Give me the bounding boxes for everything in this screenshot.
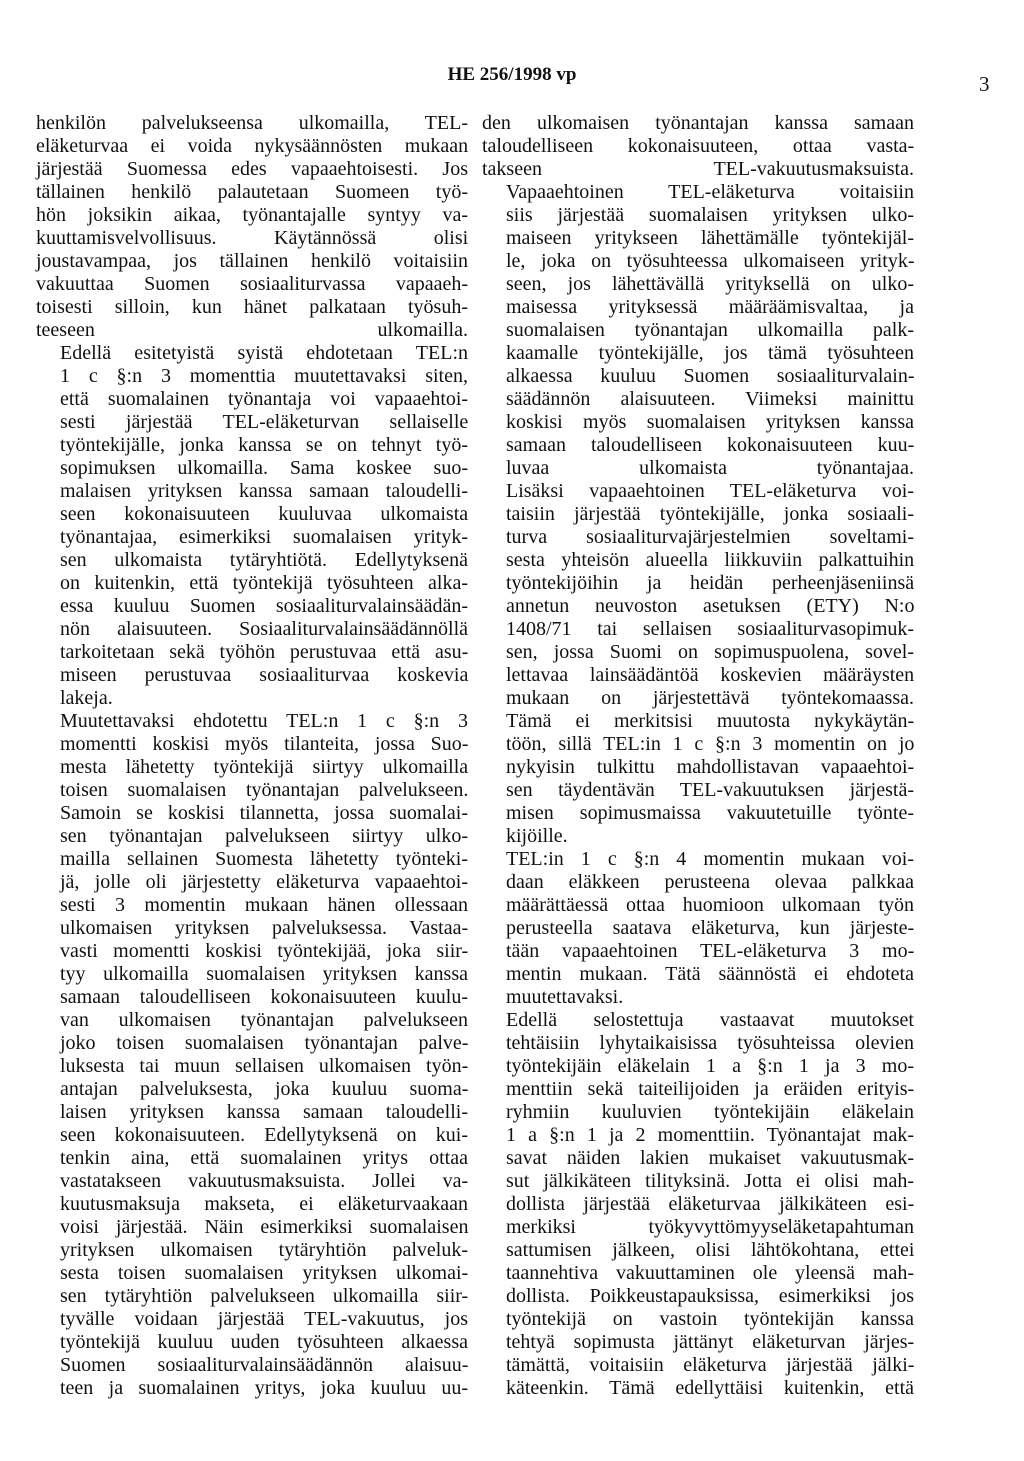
text-line: Samoin se koskisi tilannetta, jossa suomalai-: [60, 802, 468, 824]
text-line: tarkoitetaan sekä työhön perustuvaa että asu-: [60, 641, 469, 663]
text-line: annetun neuvoston asetuksen (ETY) N:o: [506, 595, 915, 617]
text-line: TEL:in 1 c §:n 4 momentin mukaan voi-: [506, 848, 914, 870]
text-line: sesta toisen suomalaisen yrityksen ulkomai-: [60, 1262, 469, 1284]
paragraph: [36, 112, 468, 342]
text-line: mukaan on järjestettävä työntekomaassa.: [506, 687, 914, 709]
text-line: toisen suomalaisen työnantajan palvelukseen.: [60, 779, 469, 801]
text-line: taisiin järjestää työntekijälle, jonka sosiaali-: [506, 503, 914, 525]
paragraph: [36, 710, 468, 1400]
text-line: samaan taloudelliseen kokonaisuuteen kuulu-: [60, 986, 468, 1008]
text-line: samaan taloudelliseen kokonaisuuteen kuu-: [506, 434, 915, 456]
text-line: daan eläkkeen perusteena olevaa palkkaa: [506, 871, 914, 893]
text-line: määrättäessä ottaa huomioon ulkomaan työn: [506, 894, 914, 916]
text-line: sen täydentävän TEL-vakuutuksen järjestä-: [506, 779, 914, 801]
text-line: Edellä esitetyistä syistä ehdotetaan TEL:n: [60, 342, 468, 364]
text-line: nykyisin tulkittu mahdollistavan vapaaehtoi-: [506, 756, 915, 778]
text-line: suomalaisen työnantajan ulkomailla palk-: [506, 319, 914, 341]
text-line: tämättä, voitaisiin eläketurva järjestää jälki-: [506, 1354, 915, 1376]
text-line: savat näiden lakien mukaiset vakuutusmak-: [506, 1147, 914, 1169]
text-line: järjestää Suomessa edes vapaaehtoisesti. Jos: [36, 158, 468, 180]
text-line: säädännön alaisuuteen. Viimeksi mainittu: [506, 388, 914, 410]
text-line: momentti koskisi myös tilanteita, jossa Suo-: [60, 733, 469, 755]
text-line: luvaa ulkomaista työnantajaa.: [506, 457, 914, 479]
text-line: tällainen henkilö palautetaan Suomeen työ-: [36, 181, 468, 203]
text-line: den ulkomaisen työnantajan kanssa samaan: [482, 112, 914, 134]
text-line: tenkin aina, että suomalainen yritys ottaa: [60, 1147, 468, 1169]
text-line: töön, sillä TEL:in 1 c §:n 3 momentin on jo: [506, 733, 915, 755]
text-line: perusteella saatava eläketurva, kun järjeste-: [506, 917, 915, 939]
text-line: tyy ulkomailla suomalaisen yrityksen kanssa: [60, 963, 468, 985]
text-line: käteenkin. Tämä edellyttäisi kuitenkin, että: [506, 1377, 914, 1399]
text-line: dollista. Poikkeustapauksissa, esimerkiksi jos: [506, 1285, 914, 1307]
text-line: merkiksi työkyvyttömyyseläketapahtuman: [506, 1216, 914, 1238]
text-line: hön joksikin aikaa, työnantajalle syntyy va-: [36, 204, 468, 226]
text-line: työntekijöihin ja heidän perheenjäseniinsä: [506, 572, 915, 594]
text-line: vasti momentti koskisi työntekijää, joka siir-: [60, 940, 469, 962]
page-header: [0, 62, 1024, 96]
text-line: muutettavaksi.: [506, 986, 624, 1008]
text-line: luksesta tai muun sellaisen ulkomaisen työn-: [60, 1055, 469, 1077]
text-line: mesta lähetetty työntekijä siirtyy ulkomailla: [60, 756, 469, 778]
text-line: sut jälkikäteen tilityksinä. Jotta ei olisi mah-: [506, 1170, 914, 1192]
text-line: alkaessa kuuluu Suomen sosiaaliturvalain-: [506, 365, 915, 387]
text-line: sopimuksen ulkomailla. Sama koskee suo-: [60, 457, 468, 479]
text-line: teeseen ulkomailla.: [36, 319, 468, 341]
text-line: essa kuuluu Suomen sosiaaliturvalainsäädän-: [60, 595, 468, 617]
text-line: turva sosiaaliturvajärjestelmien soveltami-: [506, 526, 914, 548]
text-line: jä, jolle oli järjestetty eläketurva vapaaehtoi-: [60, 871, 468, 893]
text-line: työntekijälle, jonka kanssa se on tehnyt työ-: [60, 434, 468, 456]
text-line: seen kokonaisuuteen. Edellytyksenä on kui-: [60, 1124, 468, 1146]
text-line: miseen perustuvaa sosiaaliturvaa koskevia: [60, 664, 469, 686]
text-line: sen tytäryhtiön palvelukseen ulkomailla siir-: [60, 1285, 469, 1307]
text-line: joko toisen suomalaisen työnantajan palve-: [60, 1032, 469, 1054]
text-line: dollista järjestää eläketurvaa jälkikäteen esi-: [506, 1193, 915, 1215]
text-line: lakeja.: [60, 687, 113, 709]
text-line: joustavampaa, jos tällainen henkilö voitaisiin: [36, 250, 468, 272]
text-line: sen, jossa Suomi on sopimuspuolena, sovel-: [506, 641, 914, 663]
text-line: toisesti silloin, kun hänet palkataan työsuh-: [36, 296, 468, 318]
text-line: tyvälle voidaan järjestää TEL-vakuutus, jos: [60, 1308, 468, 1330]
text-line: vastatakseen vakuutusmaksuista. Jollei va-: [60, 1170, 469, 1192]
text-line: on kuitenkin, että työntekijä työsuhteen alka-: [60, 572, 469, 594]
text-line: le, joka on työsuhteessa ulkomaiseen yrityk-: [506, 250, 915, 272]
text-line: seen kokonaisuuteen kuuluvaa ulkomaista: [60, 503, 469, 525]
text-line: Lisäksi vapaaehtoinen TEL-eläketurva voi-: [506, 480, 914, 502]
text-line: laisen yrityksen kanssa samaan taloudelli-: [60, 1101, 468, 1123]
text-line: Edellä selostettuja vastaavat muutokset: [506, 1009, 914, 1031]
text-line: lettavaa lainsäädäntöä koskevien määräysten: [506, 664, 915, 686]
text-line: Vapaaehtoinen TEL-eläketurva voitaisiin: [506, 181, 914, 203]
text-line: sesti 3 momentin mukaan hänen ollessaan: [60, 894, 469, 916]
text-line: taannehtiva vakuuttaminen ole yleensä mah-: [506, 1262, 914, 1284]
text-line: kuutusmaksuja makseta, ei eläketurvaakaan: [60, 1193, 468, 1215]
text-line: sen työnantajan palvelukseen siirtyy ulko-: [60, 825, 468, 847]
text-line: koskisi myös suomalaisen yrityksen kanssa: [506, 411, 914, 433]
text-line: 1 c §:n 3 momenttia muutettavaksi siten,: [60, 365, 468, 387]
text-line: työntekijäin eläkelain 1 a §:n 1 ja 3 mo-: [506, 1055, 914, 1077]
text-line: kaamalle työntekijälle, jos tämä työsuhteen: [506, 342, 915, 364]
text-line: ryhmiin kuuluvien työntekijäin eläkelain: [506, 1101, 915, 1123]
text-line: sen ulkomaista tytäryhtiötä. Edellytyksenä: [60, 549, 468, 571]
text-line: henkilön palvelukseensa ulkomailla, TEL-: [36, 112, 468, 134]
text-line: Suomen sosiaaliturvalainsäädännön alaisuu-: [60, 1354, 469, 1376]
text-line: tään vapaaehtoinen TEL-eläketurva 3 mo-: [506, 940, 915, 962]
text-line: maisessa yrityksessä määräämisvaltaa, ja: [506, 296, 914, 318]
left-text-column: [36, 112, 468, 1400]
text-line: että suomalainen työnantaja voi vapaaehtoi-: [60, 388, 469, 410]
paragraph: [482, 181, 914, 480]
text-line: kuuttamisvelvollisuus. Käytännössä olisi: [36, 227, 469, 249]
text-line: maiseen yritykseen lähettämälle työntekijäl-: [506, 227, 914, 249]
text-line: antajan palveluksesta, joka kuuluu suoma-: [60, 1078, 469, 1100]
text-line: mailla sellainen Suomesta lähetetty työnteki-: [60, 848, 468, 870]
text-line: eläketurvaa ei voida nykysäännösten mukaan: [36, 135, 469, 157]
text-line: seen, jos lähettävällä yrityksellä on ulko-: [506, 273, 914, 295]
text-line: 1408/71 tai sellaisen sosiaaliturvasopimuk-: [506, 618, 915, 640]
text-line: ulkomaisen yrityksen palveluksessa. Vastaa-: [60, 917, 469, 939]
text-line: mentin mukaan. Tätä säännöstä ei ehdoteta: [506, 963, 914, 985]
text-line: takseen TEL-vakuutusmaksuista.: [482, 158, 914, 180]
paragraph: [482, 480, 914, 848]
text-line: 1 a §:n 1 ja 2 momenttiin. Työnantajat mak-: [506, 1124, 914, 1146]
text-line: misen sopimusmaissa vakuutetuille työnte-: [506, 802, 914, 824]
page-number: 3: [979, 72, 990, 96]
text-line: nön alaisuuteen. Sosiaaliturvalainsäädännöllä: [60, 618, 468, 640]
paragraph: [36, 342, 468, 710]
text-line: Tämä ei merkitsisi muutosta nykykäytän-: [506, 710, 915, 732]
text-line: taloudelliseen kokonaisuuteen, ottaa vasta-: [482, 135, 915, 157]
text-line: sesta yhteisön alueella liikkuviin palkattuihin: [506, 549, 915, 571]
text-line: van ulkomaisen työnantajan palvelukseen: [60, 1009, 468, 1031]
document-id: HE 256/1998 vp: [447, 64, 577, 85]
text-line: Muutettavaksi ehdotettu TEL:n 1 c §:n 3: [60, 710, 468, 732]
text-line: voisi järjestää. Näin esimerkiksi suomalaisen: [60, 1216, 469, 1238]
text-line: siis järjestää suomalaisen yrityksen ulko-: [506, 204, 914, 226]
text-line: vakuuttaa Suomen sosiaaliturvassa vapaaeh-: [36, 273, 468, 295]
text-line: tehtäisiin lyhytaikaisissa työsuhteissa olevien: [506, 1032, 914, 1054]
text-line: teen ja suomalainen yritys, joka kuuluu uu-: [60, 1377, 468, 1399]
text-line: kijöille.: [506, 825, 568, 847]
text-line: tehtyä sopimusta jättänyt eläketurvan järjes-: [506, 1331, 915, 1353]
text-line: sesti järjestää TEL-eläketurvan sellaiselle: [60, 411, 469, 433]
text-line: sattumisen jälkeen, olisi lähtökohtana, ettei: [506, 1239, 915, 1261]
text-line: työntekijä on vastoin työntekijän kanssa: [506, 1308, 915, 1330]
right-text-column: [482, 112, 914, 1400]
text-line: menttiin sekä taiteilijoiden ja eräiden erityis-: [506, 1078, 915, 1100]
text-line: yrityksen ulkomaisen tytäryhtiön palveluk-: [60, 1239, 468, 1261]
text-line: työnantajaa, esimerkiksi suomalaisen yrityk-: [60, 526, 468, 548]
paragraph: [482, 848, 914, 1009]
paragraph: [482, 112, 914, 181]
text-line: malaisen yrityksen kanssa samaan taloudelli-: [60, 480, 469, 502]
text-line: työntekijä kuuluu uuden työsuhteen alkaessa: [60, 1331, 468, 1353]
paragraph: [482, 1009, 914, 1400]
